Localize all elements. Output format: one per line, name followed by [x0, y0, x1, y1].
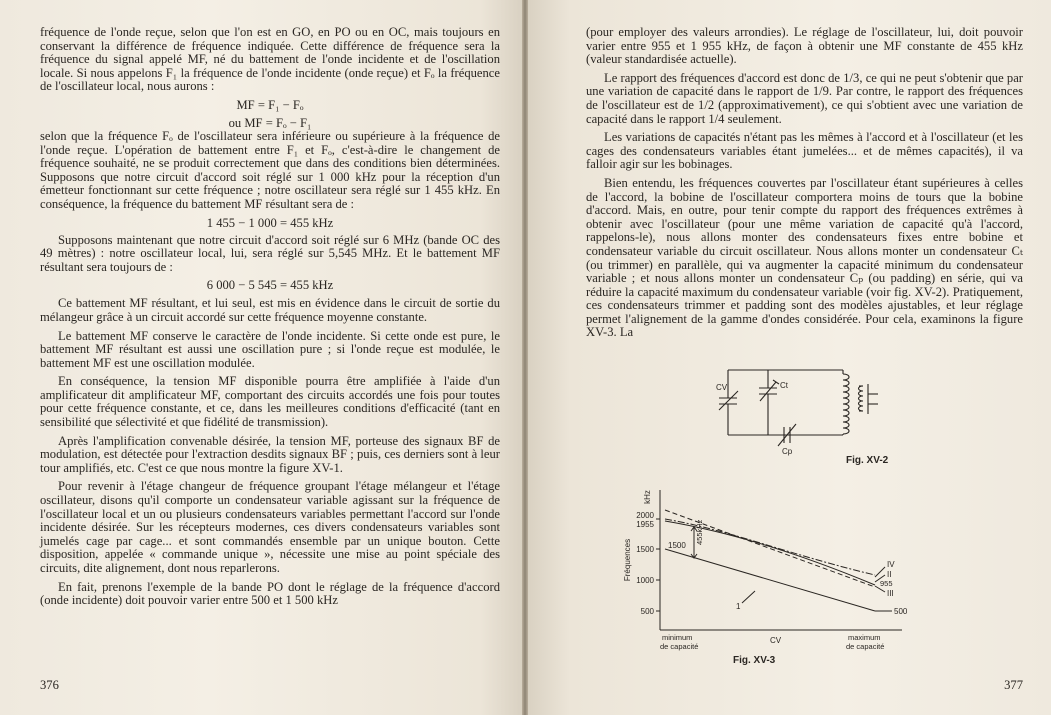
paragraph: Le battement MF conserve le caractère de l'onde incidente. Si cette onde est pure, le battement MF résultant est aussi une oscillation pure ; si l'onde reçue est modulée, le battement MF est une oscillation modulée. — [40, 328, 500, 370]
curve-label-iii: III — [887, 589, 894, 598]
y-tick-1500: 1500 — [636, 545, 654, 554]
x-right-label-2: de capacité — [846, 642, 885, 651]
y-tick-500: 500 — [640, 607, 654, 616]
x-left-label-1: minimum — [662, 633, 693, 642]
paragraph: Le rapport des fréquences d'accord est donc de 1/3, ce qui ne peut s'obtenir que par une variation de capacité dans le rapport de 1/9. Par contre, le rapport des fréquences de l'oscillateur est de 1/2 (approximativement), ce qui s'obtient avec une variation de capacité dans le rapport 1/4 seulement. — [586, 70, 1023, 126]
x-axis-label: CV — [770, 636, 782, 645]
paragraph: selon que la fréquence Fₒ de l'oscillateur sera inférieure ou supérieure à la fréquence de l'onde reçue. L'opération de battement entre F₁ et Fₒ, c'est-à-dire le changement de fréquence souhaité, ne se produit correctement que dans des conditions bien déterminées. Supposons que notre circuit d'accord soit réglé sur 1 000 kHz pour la réception d'un émetteur fonctionnant sur cette fréquence ; notre oscillateur sera réglé sur 1 455 kHz. En conséquence, la fréquence du battement MF résultant sera de : — [40, 128, 500, 211]
paragraph: Bien entendu, les fréquences couvertes par l'oscillateur étant supérieures à celles de l'accord, la bobine de l'oscillateur comportera moins de tours que la bobine d'accord. Mais, en outre, pour tenir compte du rapport des fréquences extrêmes à obtenir avec l'oscillateur (pour une même variation de capacité qu'à l'accord, rappelons-le), nous allons monter des condensateurs fixes entre bobine et condensateur variable du circuit oscillateur. Nous allons monter un condensateur Cₜ (ou trimmer) en parallèle, qui va augmenter la capacité minimum du condensateur variable ; et nous allons monter un condensateur Cₚ (ou padding) en série, qui va réduire la capacité maximum du condensateur variable (voir fig. XV-2). Pratiquement, ces condensateurs trimmer et padding sont des modèles ajustables, et leur réglage permet l'alignement de la gamme d'ondes considérée. Pour cela, examinons la figure XV-3. La — [586, 175, 1023, 340]
frequency-capacity-graph — [620, 485, 960, 670]
left-page — [0, 0, 522, 715]
label-cp: Cp — [782, 447, 793, 456]
label-1500: 1500 — [668, 541, 686, 550]
oscillator-circuit-diagram — [718, 360, 988, 470]
paragraph: Après l'amplification convenable désirée, la tension MF, porteuse des signaux BF de modulation, est détectée pour l'extraction desdits signaux BF ; puis, ces derniers sont à leur tour amplifiés, etc. C'est ce que nous montre la figure XV-1. — [40, 433, 500, 475]
paragraph: En fait, prenons l'exemple de la bande PO dont le réglage de la fréquence d'accord (onde incidente) doit pouvoir varier entre 500 et 1 500 kHz — [40, 579, 500, 608]
label-ct: Ct — [780, 381, 788, 390]
x-left-label-2: de capacité — [660, 642, 699, 651]
label-455khz: 455kHz — [695, 519, 704, 545]
curve-label-ii: II — [887, 570, 892, 579]
paragraph: Pour revenir à l'étage changeur de fréquence groupant l'étage mélangeur et l'étage oscillateur, disons qu'il comporte un condensateur variable agissant sur la fréquence de l'oscillateur local et un ou plusieurs condensateurs variables permettant l'accord sur l'onde incidente désirée. Sur les récepteurs modernes, ces divers condensateurs variables sont jumelés cage par cage... et sont commandés ensemble par un unique bouton. Cette disposition, appelée « commande unique », nécessite une mise au point spéciale des circuits, dite alignement, dont nous reparlerons. — [40, 479, 500, 575]
figure-xv-3 — [620, 485, 960, 670]
right-page — [528, 0, 1051, 715]
page-number: 377 — [1004, 678, 1023, 692]
formula: 1 455 − 1 000 = 455 kHz — [206, 215, 334, 230]
x-right-label-1: maximum — [848, 633, 881, 642]
formula: 6 000 − 5 545 = 455 kHz — [206, 278, 334, 293]
y-axis-label: Fréquences — [623, 538, 632, 582]
y-tick-1000: 1000 — [636, 576, 654, 585]
figure-xv-2 — [718, 360, 988, 470]
y-unit-label: kHz — [643, 490, 652, 504]
label-500: 500 — [894, 607, 908, 616]
paragraph: (pour employer des valeurs arrondies). Le réglage de l'oscillateur, lui, doit pouvoir varier entre 955 et 1 955 kHz, de façon à obtenir une MF constante de 455 kHz (valeur standardisée actuelle). — [586, 25, 1023, 67]
formula: ou MF = Fₒ − F₁ — [228, 115, 312, 130]
formula: MF = F₁ − Fₒ — [236, 97, 304, 112]
curve-label-1: 1 — [736, 602, 741, 611]
paragraph: Supposons maintenant que notre circuit d'accord soit réglé sur 6 MHz (bande OC des 49 mètres) : notre oscillateur local, lui, sera réglé sur 5,545 MHz. Et le battement MF résultant sera toujours de : — [40, 232, 500, 274]
paragraph: fréquence de l'onde reçue, selon que l'on est en GO, en PO ou en OC, mais toujours en conservant la différence de fréquence indiquée. Cette différence de fréquence sera la fréquence du signal appelé MF, né du battement de l'onde incidente et de l'oscillation locale. Si nous appelons F₁ la fréquence de l'onde incidente (onde reçue) et Fₒ la fréquence de l'oscillateur local, nous aurons : — [40, 25, 500, 94]
y-tick-2000: 2000 — [636, 511, 654, 520]
y-tick-1955: 1955 — [636, 520, 654, 529]
paragraph: Les variations de capacités n'étant pas les mêmes à l'accord et à l'oscillateur (et les cages des condensateurs variables étant jumelées... et de mêmes capacités), il va falloir agir sur les bobinages. — [586, 130, 1023, 172]
paragraph: Ce battement MF résultant, et lui seul, est mis en évidence dans le circuit de sortie du mélangeur grâce à un circuit accordé sur cette fréquence moyenne constante. — [40, 296, 500, 324]
figure-caption: Fig. XV-3 — [733, 655, 776, 666]
label-cv: CV — [716, 383, 728, 392]
curve-label-iv: IV — [887, 560, 895, 569]
figure-caption: Fig. XV-2 — [846, 455, 889, 466]
paragraph: En conséquence, la tension MF disponible pourra être amplifiée à l'aide d'un amplificateur dit amplificateur MF, comportant des circuits accordés une fois pour toutes pour cette fréquence constante, et ce, dans les meilleures conditions d'efficacité (tant en sensibilité que sélectivité et que fidélité de transmission). — [40, 374, 500, 430]
label-955: 955 — [880, 579, 893, 588]
page-number: 376 — [40, 678, 59, 692]
